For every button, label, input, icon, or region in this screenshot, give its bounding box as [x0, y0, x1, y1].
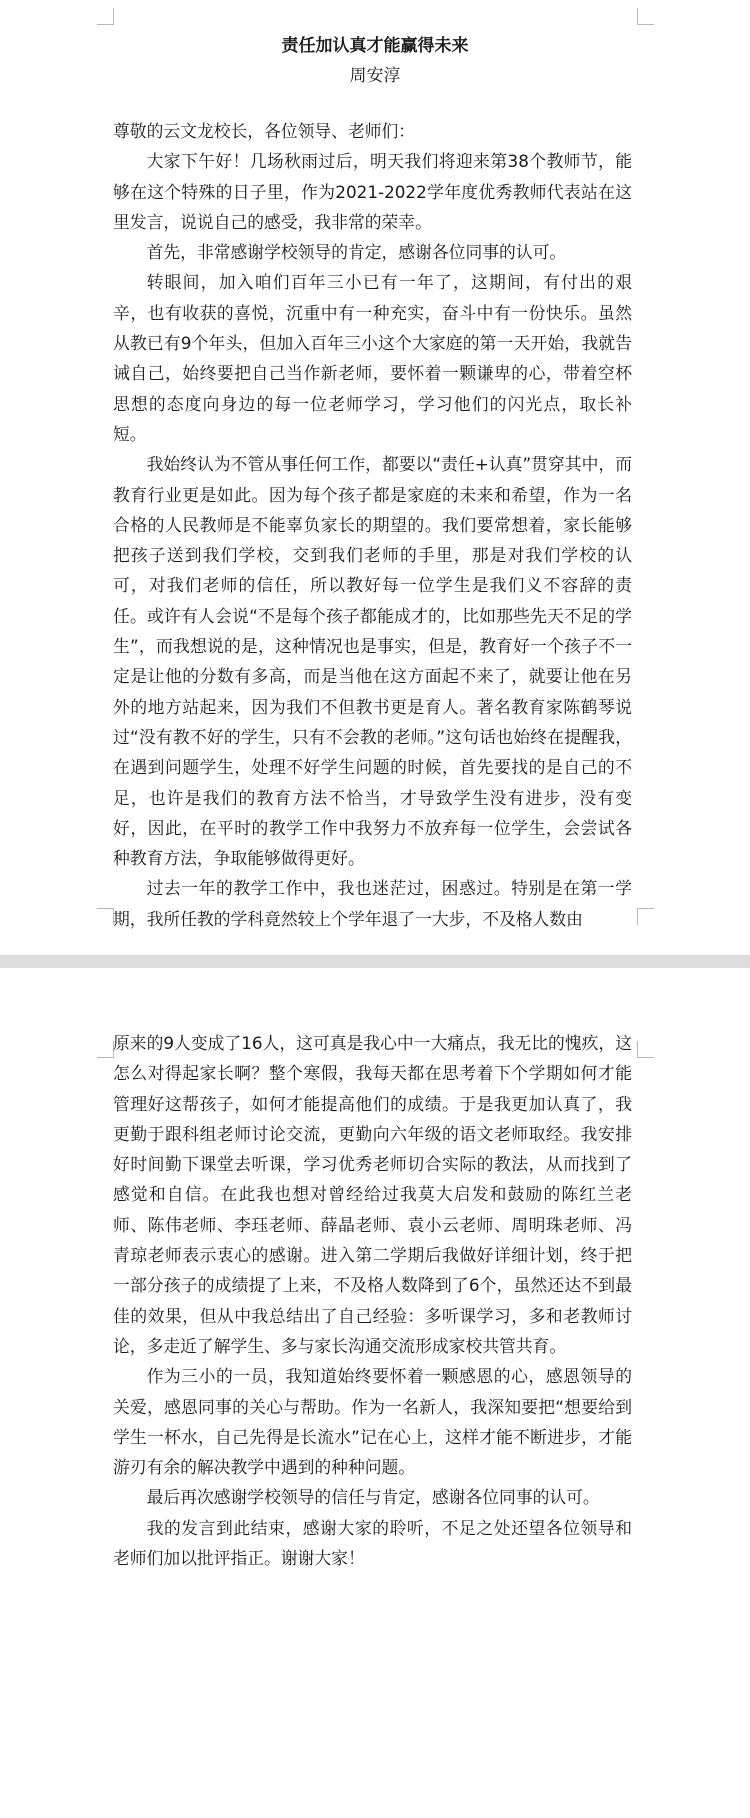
salutation: 尊敬的云文龙校长，各位领导、老师们： — [113, 121, 416, 141]
paragraph: 我始终认为不管从事任何工作，都要以“责任+认真”贯穿其中，而教育行业更是如此。因为每个孩子都是家庭的未来和希望，作为一名合格的人民教师是不能辜负家长的期望的。我们要常想着，家长能够把孩子送到我们学校，交到我们老师的手里，那是对我们学校的认可，对我们老师的信任，所以教好每一位学生是我们义不容辞的责任。或许有人会说“不是每个孩子都能成才的，比如那些先天不足的学生”，而我想说的是，这种情况也是事实，但是，教育好一个孩子不一定是让他的分数有多高，而是当他在这方面起不来了，就要让他在另外的地方站起来，因为我们不但教书更是育人。著名教育家陈鹤琴说过“没有教不好的学生，只有不会教的老师。”这句话也始终在提醒我，在遇到问题学生，处理不好学生问题的时候，首先要找的是自己的不足，也许是我们的教育方法不恰当，才导致学生没有进步，没有变好，因此，在平时的教学工作中我努力不放弃每一位学生，会尝试各种教育方法，争取能够做得更好。 — [113, 454, 632, 869]
paragraph: 首先，非常感谢学校领导的肯定，感谢各位同事的认可。 — [146, 242, 567, 263]
document-author: 周安淳 — [349, 66, 401, 86]
page-separator — [0, 955, 750, 968]
margin-mark-top-left — [97, 1041, 114, 1058]
paragraph: 作为三小的一员，我知道始终要怀着一颗感恩的心，感恩领导的关爱，感恩同事的关心与帮助。作为一名新人，我深知要把“想要给到学生一杯水，自己先得是长流水”记在心上，这样才能不断进步，才能游刃有余的解决教学中遇到的种种问题。 — [113, 1366, 632, 1478]
paragraph: 我的发言到此结束，感谢大家的聆听，不足之处还望各位领导和老师们加以批评指正。谢谢大家！ — [113, 1517, 632, 1569]
margin-mark-top-right — [637, 1041, 654, 1058]
paragraph: 最后再次感谢学校领导的信任与肯定，感谢各位同事的认可。 — [146, 1487, 600, 1508]
paragraph: 过去一年的教学工作中，我也迷茫过，困惑过。特别是在第一学期，我所任教的学科竟然较上个学年退了一大步，不及格人数由 — [113, 878, 632, 929]
margin-mark-top-right — [637, 8, 654, 25]
paragraph-continued: 原来的9人变成了16人，这可真是我心中一大痛点，我无比的愧疚，这怎么对得起家长啊？整个寒假，我每天都在思考着下个学期如何才能管理好这帮孩子，如何才能提高他们的成绩。于是我更加认真了，我更勤于跟科组老师讨论交流，更勤向六年级的语文老师取经。我安排好时间勤下课堂去听课，学习优秀老师切合实际的教法，从而找到了感觉和自信。在此我也想对曾经给过我莫大启发和鼓励的陈红兰老师、陈伟老师、李珏老师、薛晶老师、袁小云老师、周明珠老师、冯青琼老师表示衷心的感谢。进入第二学期后我做好详细计划，终于把一部分孩子的成绩提了上来，不及格人数降到了6个，虽然还达不到最佳的效果，但从中我总结出了自己经验：多听课学习，多和老教师讨论，多走近了解学生、多与家长沟通交流形成家校共管共育。 — [113, 1033, 632, 1356]
document-body-page-2 — [113, 1028, 632, 1573]
paragraph: 大家下午好！几场秋雨过后，明天我们将迎来第38个教师节，能够在这个特殊的日子里，作为2021-2022学年度优秀教师代表站在这里发言，说说自己的感受，我非常的荣幸。 — [113, 151, 632, 232]
document-page-2 — [0, 968, 750, 1818]
margin-mark-bottom-left — [97, 908, 114, 925]
margin-mark-bottom-right — [637, 908, 654, 925]
document-title: 责任加认真才能赢得未来 — [281, 36, 469, 56]
paragraph: 转眼间，加入咱们百年三小已有一年了，这期间，有付出的艰辛，也有收获的喜悦，沉重中有一种充实，奋斗中有一份快乐。虽然从教已有9个年头，但加入百年三小这个大家庭的第一天开始，我就告诫自己，始终要把自己当作新老师，要怀着一颗谦卑的心，带着空杯思想的态度向身边的每一位老师学习，学习他们的闪光点，取长补短。 — [113, 272, 632, 444]
margin-mark-top-left — [97, 8, 114, 25]
document-body-page-1 — [113, 116, 632, 934]
